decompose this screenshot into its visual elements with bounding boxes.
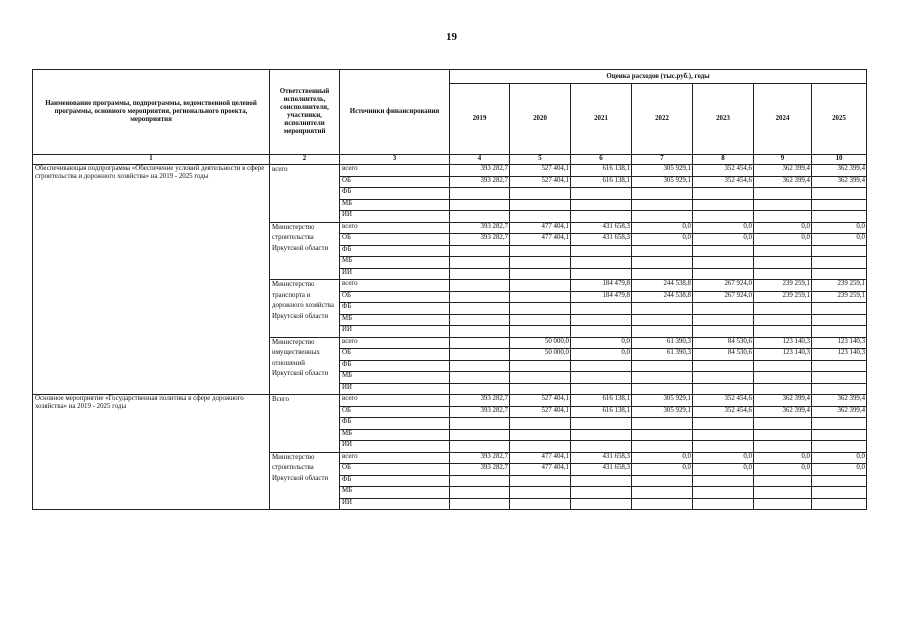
- executor-cell: всего: [270, 165, 340, 223]
- value-cell: [632, 314, 693, 326]
- value-cell: [754, 257, 812, 269]
- value-cell: [754, 268, 812, 280]
- value-cell: [812, 360, 867, 372]
- value-cell: 616 138,1: [571, 406, 632, 418]
- value-cell: 431 658,3: [571, 234, 632, 246]
- value-cell: 352 454,6: [693, 395, 754, 407]
- header-year: 2022: [632, 84, 693, 155]
- value-cell: 123 140,3: [754, 349, 812, 361]
- value-cell: 0,0: [812, 464, 867, 476]
- funding-source-cell: ИИ: [340, 211, 450, 223]
- funding-source-cell: МБ: [340, 372, 450, 384]
- value-cell: [754, 360, 812, 372]
- value-cell: [693, 418, 754, 430]
- value-cell: [632, 418, 693, 430]
- value-cell: [510, 360, 571, 372]
- column-number: 2: [270, 155, 340, 165]
- value-cell: [693, 475, 754, 487]
- value-cell: 244 538,8: [632, 291, 693, 303]
- value-cell: 352 454,6: [693, 406, 754, 418]
- value-cell: 0,0: [693, 464, 754, 476]
- value-cell: [754, 303, 812, 315]
- value-cell: 0,0: [632, 234, 693, 246]
- header-year: 2023: [693, 84, 754, 155]
- value-cell: [510, 372, 571, 384]
- column-number: 4: [450, 155, 510, 165]
- value-cell: 0,0: [693, 234, 754, 246]
- value-cell: [812, 211, 867, 223]
- value-cell: [632, 498, 693, 510]
- funding-source-cell: ОБ: [340, 176, 450, 188]
- funding-source-cell: ОБ: [340, 349, 450, 361]
- funding-source-cell: ФБ: [340, 475, 450, 487]
- value-cell: [812, 199, 867, 211]
- value-cell: [754, 498, 812, 510]
- value-cell: [450, 326, 510, 338]
- value-cell: 362 399,4: [812, 395, 867, 407]
- value-cell: 0,0: [754, 464, 812, 476]
- value-cell: 431 658,3: [571, 464, 632, 476]
- funding-source-cell: всего: [340, 395, 450, 407]
- funding-source-cell: ФБ: [340, 418, 450, 430]
- value-cell: 477 404,1: [510, 222, 571, 234]
- value-cell: [450, 498, 510, 510]
- value-cell: [754, 487, 812, 499]
- value-cell: 393 282,7: [450, 406, 510, 418]
- value-cell: [693, 199, 754, 211]
- value-cell: [754, 475, 812, 487]
- value-cell: 50 000,0: [510, 349, 571, 361]
- value-cell: [510, 487, 571, 499]
- value-cell: 362 399,4: [812, 165, 867, 177]
- value-cell: [450, 303, 510, 315]
- value-cell: [571, 372, 632, 384]
- value-cell: [450, 291, 510, 303]
- value-cell: [812, 326, 867, 338]
- value-cell: [571, 441, 632, 453]
- header-funding-source: Источники финансирования: [340, 70, 450, 155]
- value-cell: 362 399,4: [812, 176, 867, 188]
- value-cell: [754, 211, 812, 223]
- value-cell: [450, 268, 510, 280]
- program-name-cell: Обеспечивающая подпрограмма «Обеспечение условий деятельности в сфере строительства и дорожного хозяйства» на 2019 - 2025 годы: [33, 165, 270, 395]
- value-cell: [632, 441, 693, 453]
- table-row: [33, 395, 867, 407]
- value-cell: [693, 383, 754, 395]
- value-cell: 0,0: [754, 452, 812, 464]
- value-cell: [450, 199, 510, 211]
- value-cell: [571, 257, 632, 269]
- value-cell: 84 530,6: [693, 349, 754, 361]
- value-cell: [632, 188, 693, 200]
- value-cell: [632, 268, 693, 280]
- value-cell: 0,0: [812, 234, 867, 246]
- value-cell: [450, 257, 510, 269]
- value-cell: [450, 360, 510, 372]
- value-cell: [571, 383, 632, 395]
- value-cell: [510, 418, 571, 430]
- value-cell: [450, 211, 510, 223]
- value-cell: 123 140,3: [812, 349, 867, 361]
- value-cell: [571, 418, 632, 430]
- value-cell: [510, 199, 571, 211]
- value-cell: [754, 418, 812, 430]
- funding-source-cell: ФБ: [340, 360, 450, 372]
- value-cell: 123 140,3: [812, 337, 867, 349]
- header-year: 2021: [571, 84, 632, 155]
- value-cell: [632, 211, 693, 223]
- value-cell: [632, 372, 693, 384]
- value-cell: [812, 257, 867, 269]
- value-cell: [632, 199, 693, 211]
- value-cell: 50 000,0: [510, 337, 571, 349]
- header-estimate: Оценка расходов (тыс.руб.), годы: [450, 70, 867, 84]
- value-cell: 431 658,3: [571, 452, 632, 464]
- value-cell: [571, 498, 632, 510]
- column-number: 5: [510, 155, 571, 165]
- program-name-cell: Основное мероприятие «Государственная политика в сфере дорожного хозяйства» на 2019 - 2025 годы: [33, 395, 270, 510]
- header-year: 2020: [510, 84, 571, 155]
- header-year: 2025: [812, 84, 867, 155]
- header-year: 2024: [754, 84, 812, 155]
- value-cell: 362 399,4: [754, 406, 812, 418]
- value-cell: 616 138,1: [571, 395, 632, 407]
- value-cell: [632, 475, 693, 487]
- column-number: 10: [812, 155, 867, 165]
- value-cell: [693, 188, 754, 200]
- value-cell: [812, 487, 867, 499]
- value-cell: [450, 349, 510, 361]
- value-cell: 0,0: [812, 222, 867, 234]
- column-number: 6: [571, 155, 632, 165]
- funding-source-cell: ОБ: [340, 234, 450, 246]
- value-cell: [450, 383, 510, 395]
- value-cell: [812, 188, 867, 200]
- value-cell: 61 390,3: [632, 337, 693, 349]
- column-number: 1: [33, 155, 270, 165]
- executor-cell: Министерство транспорта и дорожного хозяйства Иркутской области: [270, 280, 340, 338]
- value-cell: [571, 211, 632, 223]
- value-cell: [812, 418, 867, 430]
- funding-source-cell: МБ: [340, 314, 450, 326]
- value-cell: [693, 487, 754, 499]
- value-cell: [632, 303, 693, 315]
- value-cell: [450, 418, 510, 430]
- value-cell: [571, 188, 632, 200]
- column-number: 8: [693, 155, 754, 165]
- value-cell: [632, 360, 693, 372]
- value-cell: [632, 257, 693, 269]
- header-program-name: Наименование программы, подпрограммы, ведомственной целевой программы, основного мероприятия, регионального проекта, мероприятия: [33, 70, 270, 155]
- value-cell: [754, 188, 812, 200]
- value-cell: 0,0: [632, 222, 693, 234]
- value-cell: 0,0: [754, 234, 812, 246]
- value-cell: [510, 211, 571, 223]
- value-cell: [693, 326, 754, 338]
- value-cell: [510, 280, 571, 292]
- value-cell: 267 924,0: [693, 280, 754, 292]
- column-number: 9: [754, 155, 812, 165]
- value-cell: [632, 429, 693, 441]
- value-cell: [812, 498, 867, 510]
- funding-source-cell: ИИ: [340, 441, 450, 453]
- value-cell: [754, 441, 812, 453]
- value-cell: 393 282,7: [450, 464, 510, 476]
- value-cell: 477 404,1: [510, 464, 571, 476]
- value-cell: 393 282,7: [450, 176, 510, 188]
- value-cell: [693, 498, 754, 510]
- value-cell: 0,0: [812, 452, 867, 464]
- value-cell: [693, 245, 754, 257]
- value-cell: 0,0: [693, 452, 754, 464]
- value-cell: [510, 188, 571, 200]
- value-cell: [571, 199, 632, 211]
- value-cell: [812, 475, 867, 487]
- funding-source-cell: МБ: [340, 199, 450, 211]
- value-cell: [510, 429, 571, 441]
- value-cell: [450, 188, 510, 200]
- value-cell: 362 399,4: [754, 395, 812, 407]
- value-cell: 184 479,8: [571, 280, 632, 292]
- value-cell: [693, 257, 754, 269]
- value-cell: 184 479,8: [571, 291, 632, 303]
- value-cell: [510, 326, 571, 338]
- value-cell: [812, 372, 867, 384]
- value-cell: [510, 291, 571, 303]
- value-cell: [812, 383, 867, 395]
- value-cell: [450, 314, 510, 326]
- value-cell: 362 399,4: [754, 165, 812, 177]
- value-cell: [754, 383, 812, 395]
- value-cell: 393 282,7: [450, 222, 510, 234]
- value-cell: 393 282,7: [450, 395, 510, 407]
- value-cell: [812, 429, 867, 441]
- value-cell: [450, 280, 510, 292]
- value-cell: 305 929,1: [632, 395, 693, 407]
- value-cell: [510, 383, 571, 395]
- value-cell: [693, 268, 754, 280]
- value-cell: 239 259,1: [812, 280, 867, 292]
- value-cell: [632, 487, 693, 499]
- value-cell: 0,0: [632, 464, 693, 476]
- value-cell: 305 929,1: [632, 406, 693, 418]
- funding-source-cell: ФБ: [340, 188, 450, 200]
- header-executor: Ответственный исполнитель, соисполнители, участники, исполнители мероприятий: [270, 70, 340, 155]
- table-row: [33, 165, 867, 177]
- value-cell: [693, 360, 754, 372]
- value-cell: [693, 429, 754, 441]
- value-cell: [450, 337, 510, 349]
- value-cell: [450, 372, 510, 384]
- funding-source-cell: МБ: [340, 257, 450, 269]
- value-cell: 239 259,1: [754, 291, 812, 303]
- value-cell: 0,0: [571, 349, 632, 361]
- value-cell: 393 282,7: [450, 234, 510, 246]
- value-cell: [632, 245, 693, 257]
- value-cell: 267 924,0: [693, 291, 754, 303]
- funding-source-cell: ИИ: [340, 383, 450, 395]
- value-cell: [510, 303, 571, 315]
- value-cell: 0,0: [754, 222, 812, 234]
- value-cell: [812, 314, 867, 326]
- funding-source-cell: всего: [340, 337, 450, 349]
- column-number: 3: [340, 155, 450, 165]
- value-cell: [812, 245, 867, 257]
- value-cell: [571, 268, 632, 280]
- value-cell: 362 399,4: [754, 176, 812, 188]
- funding-source-cell: МБ: [340, 487, 450, 499]
- value-cell: 239 259,1: [812, 291, 867, 303]
- value-cell: 527 404,1: [510, 165, 571, 177]
- value-cell: [632, 383, 693, 395]
- funding-source-cell: всего: [340, 452, 450, 464]
- value-cell: [510, 498, 571, 510]
- value-cell: 305 929,1: [632, 165, 693, 177]
- value-cell: [450, 441, 510, 453]
- value-cell: [571, 429, 632, 441]
- column-number: 7: [632, 155, 693, 165]
- funding-source-cell: ИИ: [340, 326, 450, 338]
- value-cell: [450, 245, 510, 257]
- value-cell: [693, 314, 754, 326]
- value-cell: 527 404,1: [510, 406, 571, 418]
- value-cell: 527 404,1: [510, 395, 571, 407]
- value-cell: [571, 314, 632, 326]
- value-cell: [571, 303, 632, 315]
- value-cell: [571, 245, 632, 257]
- value-cell: 244 538,8: [632, 280, 693, 292]
- value-cell: [754, 372, 812, 384]
- budget-table: [32, 69, 867, 510]
- value-cell: [693, 211, 754, 223]
- value-cell: 84 530,6: [693, 337, 754, 349]
- value-cell: 0,0: [693, 222, 754, 234]
- value-cell: 0,0: [632, 452, 693, 464]
- funding-source-cell: всего: [340, 222, 450, 234]
- value-cell: [450, 475, 510, 487]
- value-cell: [693, 372, 754, 384]
- value-cell: [754, 429, 812, 441]
- value-cell: [510, 257, 571, 269]
- value-cell: 393 282,7: [450, 452, 510, 464]
- value-cell: 616 138,1: [571, 165, 632, 177]
- value-cell: 239 259,1: [754, 280, 812, 292]
- value-cell: [571, 360, 632, 372]
- value-cell: [571, 326, 632, 338]
- value-cell: [571, 487, 632, 499]
- funding-source-cell: ОБ: [340, 291, 450, 303]
- executor-cell: Министерство строительства Иркутской области: [270, 452, 340, 510]
- value-cell: 431 658,3: [571, 222, 632, 234]
- value-cell: [693, 441, 754, 453]
- value-cell: [450, 487, 510, 499]
- value-cell: 616 138,1: [571, 176, 632, 188]
- funding-source-cell: всего: [340, 280, 450, 292]
- value-cell: [632, 326, 693, 338]
- value-cell: [450, 429, 510, 441]
- funding-source-cell: ФБ: [340, 245, 450, 257]
- value-cell: [510, 314, 571, 326]
- value-cell: 393 282,7: [450, 165, 510, 177]
- value-cell: [571, 475, 632, 487]
- value-cell: [510, 475, 571, 487]
- header-year: 2019: [450, 84, 510, 155]
- executor-cell: Министерство имущественных отношений Иркутской области: [270, 337, 340, 395]
- value-cell: 362 399,4: [812, 406, 867, 418]
- page-number: 19: [446, 31, 457, 43]
- funding-source-cell: ОБ: [340, 464, 450, 476]
- value-cell: [812, 303, 867, 315]
- value-cell: [693, 303, 754, 315]
- value-cell: [754, 245, 812, 257]
- value-cell: 477 404,1: [510, 234, 571, 246]
- executor-cell: Всего: [270, 395, 340, 453]
- value-cell: 527 404,1: [510, 176, 571, 188]
- value-cell: 352 454,6: [693, 165, 754, 177]
- funding-source-cell: МБ: [340, 429, 450, 441]
- value-cell: 0,0: [571, 337, 632, 349]
- funding-source-cell: ФБ: [340, 303, 450, 315]
- funding-source-cell: ИИ: [340, 498, 450, 510]
- value-cell: 61 390,3: [632, 349, 693, 361]
- value-cell: [510, 245, 571, 257]
- funding-source-cell: всего: [340, 165, 450, 177]
- value-cell: [754, 199, 812, 211]
- value-cell: 123 140,3: [754, 337, 812, 349]
- value-cell: [812, 441, 867, 453]
- value-cell: [510, 441, 571, 453]
- value-cell: 477 404,1: [510, 452, 571, 464]
- value-cell: 352 454,6: [693, 176, 754, 188]
- funding-source-cell: ОБ: [340, 406, 450, 418]
- value-cell: [510, 268, 571, 280]
- value-cell: 305 929,1: [632, 176, 693, 188]
- value-cell: [754, 326, 812, 338]
- executor-cell: Министерство строительства Иркутской области: [270, 222, 340, 280]
- value-cell: [754, 314, 812, 326]
- funding-source-cell: ИИ: [340, 268, 450, 280]
- value-cell: [812, 268, 867, 280]
